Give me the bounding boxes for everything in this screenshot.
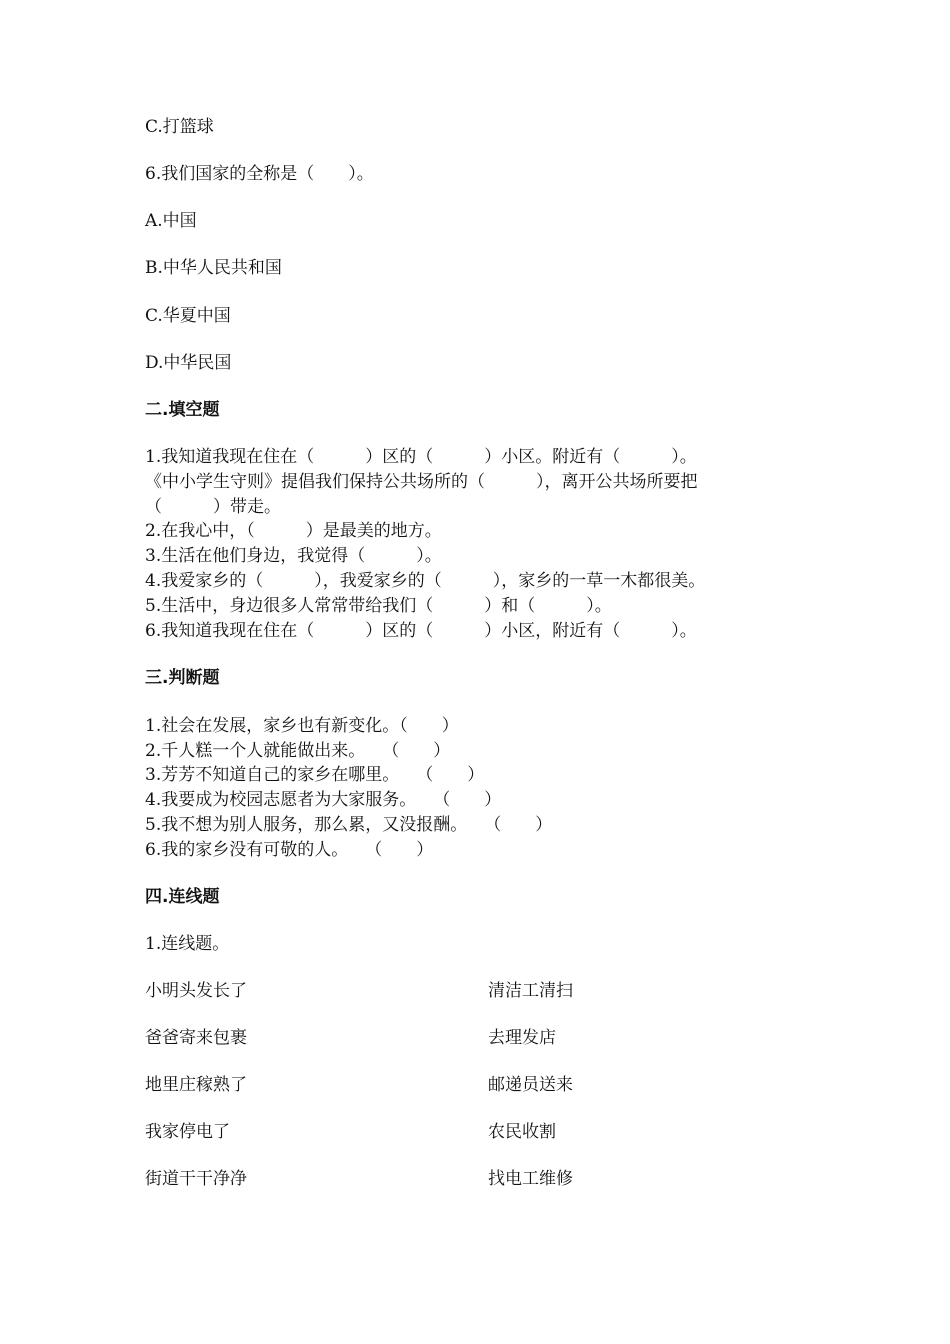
- q6-option-a: A.中国: [145, 211, 197, 231]
- match-right-item: 清洁工清扫: [488, 981, 573, 1001]
- fill-line: 6.我知道我现在住在（ ）区的（ ）小区，附近有（ ）。: [145, 621, 697, 641]
- fill-line: 5.生活中，身边很多人常常带给我们（ ）和（ ）。: [145, 596, 612, 616]
- judge-line: 3.芳芳不知道自己的家乡在哪里。 （ ）: [145, 765, 485, 785]
- match-right-item: 找电工维修: [488, 1169, 573, 1189]
- judge-line: 1.社会在发展，家乡也有新变化。（ ）: [145, 716, 459, 736]
- match-left-item: 街道干干净净: [145, 1169, 247, 1189]
- match-section-heading: 四.连线题: [145, 887, 220, 907]
- match-right-item: 农民收割: [488, 1122, 556, 1142]
- q5-option-c: C.打篮球: [145, 117, 214, 137]
- judge-line: 2.千人糕一个人就能做出来。 （ ）: [145, 741, 451, 761]
- q6-option-b: B.中华人民共和国: [145, 258, 282, 278]
- fill-line: 3.生活在他们身边，我觉得（ ）。: [145, 546, 442, 566]
- match-left-item: 爸爸寄来包裹: [145, 1028, 247, 1048]
- judge-line: 5.我不想为别人服务，那么累，又没报酬。 （ ）: [145, 815, 553, 835]
- match-left-item: 小明头发长了: [145, 981, 247, 1001]
- fill-line: 1.我知道我现在住在（ ）区的（ ）小区。附近有（ ）。: [145, 447, 697, 467]
- fill-line: 2.在我心中，（ ）是最美的地方。: [145, 521, 442, 541]
- fill-line: （ ）带走。: [145, 497, 281, 517]
- q6-question: 6.我们国家的全称是（ ）。: [145, 164, 374, 184]
- match-left-item: 地里庄稼熟了: [145, 1075, 247, 1095]
- fill-section-heading: 二.填空题: [145, 400, 220, 420]
- match-question: 1.连线题。: [145, 934, 230, 954]
- judge-line: 6.我的家乡没有可敬的人。 （ ）: [145, 840, 434, 860]
- judge-section-heading: 三.判断题: [145, 668, 220, 688]
- fill-line: 4.我爱家乡的（ ），我爱家乡的（ ），家乡的一草一木都很美。: [145, 571, 706, 591]
- q6-option-d: D.中华民国: [145, 353, 232, 373]
- q6-option-c: C.华夏中国: [145, 306, 231, 326]
- match-right-item: 邮递员送来: [488, 1075, 573, 1095]
- match-left-item: 我家停电了: [145, 1122, 230, 1142]
- judge-line: 4.我要成为校园志愿者为大家服务。 （ ）: [145, 790, 502, 810]
- match-right-item: 去理发店: [488, 1028, 556, 1048]
- fill-line: 《中小学生守则》提倡我们保持公共场所的（ ），离开公共场所要把: [145, 472, 698, 492]
